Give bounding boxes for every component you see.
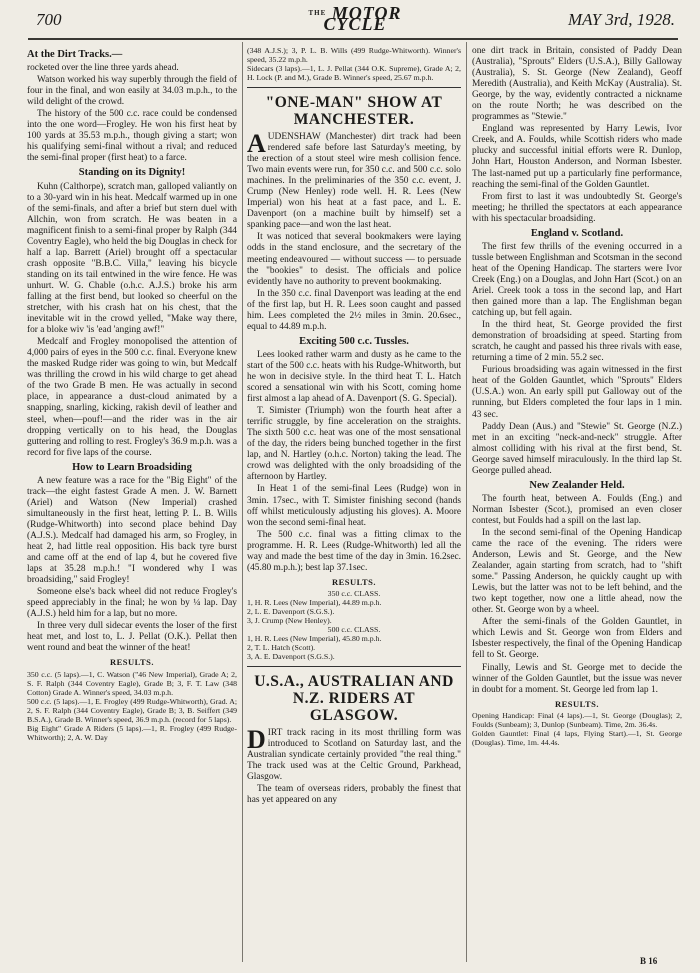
subheading: How to Learn Broadsiding (72, 461, 192, 473)
results-class: 500 c.c. CLASS. (327, 624, 381, 634)
subheading: New Zealander Held. (529, 479, 625, 491)
result-line: 350 c.c. (5 laps).—1, C. Watson ("46 New Imperial), Grade A; 2, S. F. Ralph (344 Coventry Eagle), Grade B; 3, F. T. Law (348 Cotton) Grade A. Winner's speed, 34.03 m.p.h. (27, 669, 237, 697)
paragraph: T. Simister (Triumph) won the fourth heat after a terrific struggle, by fine acceleration on the straights. The sixth 500 c.c. heat was one of the most sensational of the day, the riders being bunched together in the first lap, and N. Hartley (o.h.c. Norton) taking the lead. The crowd was delighted with the only broadsiding of the afternoon by Hartley. (247, 406, 461, 483)
paragraph: Someone else's back wheel did not reduce Frogley's speed appreciably in the final; he won by ¼ lap. Day (A.J.S.) held him for a lap, but no more. (27, 587, 237, 620)
masthead-title: MOTOR CYCLE (323, 3, 402, 35)
header-rule (28, 38, 678, 40)
paragraph: Furious broadsiding was again witnessed in the first heat of the Golden Gauntlet, which "Sprouts" Elders (U.S.A.) won. An early spill put Galloway out of the running, but Elders completed the four laps in 1 min. 43 sec. (472, 365, 682, 420)
result-line: 2, L. E. Davenport (S.G.S.). (247, 606, 335, 616)
paragraph: The fourth heat, between A. Foulds (Eng.) and Norman Isbester (Scot.), promised an even closer contest, but Foulds had a spill on the last lap. (472, 493, 682, 526)
result-line: Big Eight" Grade A Riders (5 laps).—1, R. Frogley (499 Rudge-Whitworth); 2, A. W. Day (27, 723, 237, 742)
paragraph: In three very dull sidecar events the loser of the first heat met, and lost to, L. J. Pellat (O.K.). Pellat then went round and beat the winner of the heat! (27, 621, 237, 654)
paragraph: DIRT track racing in its most thrilling form was introduced to Scotland on Saturday last, and the Australian syndicate certainly provided "the real thing." The track used was at the Celtic Ground, Parkhead, Glasgow. (247, 724, 461, 783)
paragraph: Lees looked rather warm and dusty as he came to the start of the 500 c.c. heats with his Rudge-Whitworth, but he won in decisive style. In the third heat T. L. Hatch scored a sensational win with his Scott, coming home first almost a lap ahead of A. Davenport (S. G. Special). (247, 349, 461, 405)
result-line: Sidecars (3 laps).—1, L. J. Pellat (344 O.K. Supreme), Grade A; 2, H. Lock (P. and M.), Grade B. Winner's speed, 25.67 m.p.h. (247, 64, 461, 82)
result-line: (348 A.J.S.); 3, P. L. B. Wills (499 Rudge-Whitworth). Winner's speed, 35.22 m.p.h. (247, 46, 461, 64)
paragraph: From first to last it was undoubtedly St. George's meeting; he thrilled the spectators at each appearance with his spectacular broadsiding. (472, 191, 682, 224)
issue-date: MAY 3rd, 1928. (568, 10, 676, 29)
subheading: England v. Scotland. (530, 227, 624, 239)
paragraph: AUDENSHAW (Manchester) dirt track had been rendered safe before last Saturday's meeting, by the erection of a stout steel wire mesh collision fence. Two main events were run, for 350 c.c. and 500 c.c. solo machines. In the preliminaries of the 350 c.c. event, J. Crump (New Henley) rode well. H. R. Lees (New Imperial) won his heat at a fast pace, and L. E. Davenport (on a machine built by himself) set a spanking pace—and won the last heat. (247, 129, 461, 231)
article-title: U.S.A., AUSTRALIAN AND N.Z. RIDERS AT GLASGOW. (254, 672, 454, 724)
column-divider-1 (242, 42, 243, 962)
results-heading: RESULTS. (331, 576, 377, 587)
column-2 (247, 46, 461, 964)
subheading: Exciting 500 c.c. Tussles. (299, 335, 409, 347)
subheading: Standing on its Dignity! (78, 167, 186, 179)
paragraph: In the third heat, St. George provided the first demonstration of broadsiding at speed. Starting from scratch, he caught and passed his three rivals with ease, returning a time of 2 min. 55.2 sec. (472, 320, 682, 364)
masthead (280, 3, 430, 35)
paragraph: After the semi-finals of the Golden Gauntlet, in which Lewis and St. George won from Elders and Isbester respectively, the final of the Opening Handicap fell to St. George. (472, 617, 682, 661)
paragraph: In the 350 c.c. final Davenport was leading at the end of the first lap, but H. R. Lees soon caught and passed him. Lees completed the 2½ miles in 3min. 20.6sec., equal to 44.89 m.p.h. (247, 288, 461, 332)
paragraph: A new feature was a race for the "Big Eight" of the track—the eight fastest Grade A men. J. W. Barnett (Ariel) and Watson (New Imperial) crashed simultaneously in the first heat, letting P. L. B. Wills (Rudge-Whitworth) into second place behind Day (A.J.S.). Medcalf had damaged his arm, so Frogley, in heat 2, had little real opposition. His back tyre burst and came off at the end of lap 4, but he covered five laps at 35.28 m.p.h.! "I wondered why I was broadsiding," said Frogley! (27, 475, 237, 586)
page-reference: B 16 (640, 956, 658, 966)
result-line: 1, H. R. Lees (New Imperial), 44.89 m.p.h. (247, 597, 382, 607)
masthead-prefix: THE (308, 9, 327, 17)
drop-cap: D (247, 724, 266, 754)
page-number: 700 (36, 10, 62, 29)
paragraph: England was represented by Harry Lewis, Ivor Creek, and A. Foulds, while Scottish riders who made plucky and successful initial efforts were R. Dunlop, John Hart, Houston Anderson, and Norman Isbester. The last-named put up a particularly fine performance, reaching the semi-final of the Golden Gauntlet. (472, 124, 682, 190)
paragraph: The history of the 500 c.c. race could be condensed into the one word—Frogley. He won his first heat by 100 yards at 35.53 m.p.h., though giving a start; won his qualifying semi-final without a rival; and reduced the semi-final proper (first heat) to a farce. (27, 109, 237, 164)
paragraph: Kuhn (Calthorpe), scratch man, galloped valiantly on to a 30-yard win in his heat. Medcalf warmed up in one of the semi-finals, and after a brief but stern duel with Allchin, won from scratch. He was beaten in a magnificent finish to a semi-final proper by Ralph (344 Coventry Eagle), who held the big Douglas in check for half a lap. Barrett (Ariel) brought off a spectacular crash opposite "B.B.C. Villa," leaving his bicycle standing on its tail entwined in the wire fence. He was unhurt. W. G. Chable (o.h.c. A.J.S.) broke his arm falling at the first bend, but looked so cheerful on the stretcher, with his crash hat on his chest, that the inevitable wit in the crowd yelled, "Make way there, for a bloke wiv 'is 'ead 'anging awf!" (27, 181, 237, 336)
paragraph: In the second semi-final of the Opening Handicap came the race of the evening. The riders were Anderson, Lewis and St. George, and the New Zealander, again starting from scratch, had to "shift some." Passing Anderson, he quickly caught up with Lewis, but the latter was not to be left behind, and the two kept together, now one a little ahead, now the other. St. George won by a wheel. (472, 527, 682, 616)
paragraph: Watson worked his way superbly through the field of four in the final, and won easily at 34.03 m.p.h., to the wild delight of the crowd. (27, 75, 237, 108)
column-divider-2 (466, 42, 467, 962)
paragraph: The 500 c.c. final was a fitting climax to the programme. H. R. Lees (Rudge-Whitworth) led all the way and made the best time of the day in 3min. 16.2sec. (45.80 m.p.h.); best lap 37.1sec. (247, 529, 461, 573)
column-1 (27, 46, 237, 936)
result-line: 500 c.c. (5 laps).—1, E. Frogley (499 Rudge-Whitworth), Grad. A; 2, S. F. Ralph (344 Coventry Eagle), Grade B; 3, B. Seiffert (349 B.S.A.), Grade B. Winner's speed, 36.9 m.p.h. (record for 5 laps). (27, 696, 237, 724)
column-3 (472, 46, 682, 936)
result-line: Opening Handicap: Final (4 laps).—1, St. George (Douglas); 2, Foulds (Sunbeam); 3, Dunlop (Sunbeam). Time, 2m. 36.4s. (472, 710, 682, 729)
paragraph: The team of overseas riders, probably the finest that has yet appeared on any (247, 784, 461, 806)
result-line: 3, A. E. Davenport (S.G.S.). (247, 651, 335, 661)
paragraph: Paddy Dean (Aus.) and "Stewie" St. George (N.Z.) met in an exciting "neck-and-neck" struggle. After almost colliding with his rival at the first bend, St. George saved himself miraculously. In the third lap St. George pulled ahead. (472, 421, 682, 476)
results-heading: RESULTS. (109, 657, 155, 668)
paragraph: In Heat 1 of the semi-final Lees (Rudge) won in 3min. 17sec., with T. Simister finishing second (hands off whilst meticulously adjusting his gloves). A. Moore won the second semi-final heat. (247, 484, 461, 528)
drop-cap: A (247, 129, 266, 158)
paragraph: one dirt track in Britain, consisted of Paddy Dean (Australia), "Sprouts" Elders (U.S.A.), Billy Galloway (Australia), S. St. George (New Zealand), Geoff Meredith (Australia), and Keith McKay (Australia). St. George, by the way, evidently contracted a nickname on the route North; he was described on the programmes as "Stewie." (472, 46, 682, 123)
paragraph: rocketed over the line three yards ahead. (27, 63, 179, 74)
results-heading: RESULTS. (554, 698, 600, 709)
article-divider (247, 666, 461, 667)
results-class: 350 c.c. CLASS. (327, 588, 381, 598)
paragraph: Finally, Lewis and St. George met to decide the winner of the Golden Gauntlet, but the issue was never in doubt for a moment. St. George led from lap 1. (472, 662, 682, 695)
result-line: 1, H. R. Lees (New Imperial), 45.80 m.p.h. (247, 633, 382, 643)
result-line: 2, T. L. Hatch (Scott). (247, 642, 316, 652)
continued-heading: At the Dirt Tracks.— (27, 49, 123, 60)
result-line: 3, J. Crump (New Henley). (247, 615, 332, 625)
paragraph: The first few thrills of the evening occurred in a tussle between Englishman and Scotsman in the second heat of the Opening Handicap. The starters were Ivor Creek (Eng.) on a Douglas, and John Hart (Scot.) on an Ariel. Creek took a toss in the second lap, and Hart then gained more than a lap. The Englishman began catching up, but fell again. (472, 241, 682, 319)
paragraph: Medcalf and Frogley monopolised the attention of 4,000 pairs of eyes in the 500 c.c. final. Everyone knew the masked Rudge rider was going to win, but Medcalf was thrilling the crowd in his wild charge to get ahead of the two Grade B men. He was actually in second place, in appearance a dust-cloud animated by a snapping, snarling, kicking, rakish devil of leather and steel, when—pouf!—and the rider was in the air dropping vertically on to his head, the Douglas guttering and rolling to rest. Frogley's 36.9 m.p.h. was a record for five laps of the course. (27, 337, 237, 458)
result-line: Golden Gauntlet: Final (4 laps, Flying Start).—1, St. George (Douglas). Time, 1m. 44.4s. (472, 728, 682, 747)
article-divider (247, 87, 461, 88)
article-title: "ONE-MAN" SHOW AT MANCHESTER. (265, 94, 443, 128)
paragraph: It was noticed that several bookmakers were laying odds in the stand enclosure, and the secretary of the meeting endeavoured — without success — to persuade the "bookies" to desist. The officials and police evidently have no authority to prevent bookmaking. (247, 232, 461, 287)
